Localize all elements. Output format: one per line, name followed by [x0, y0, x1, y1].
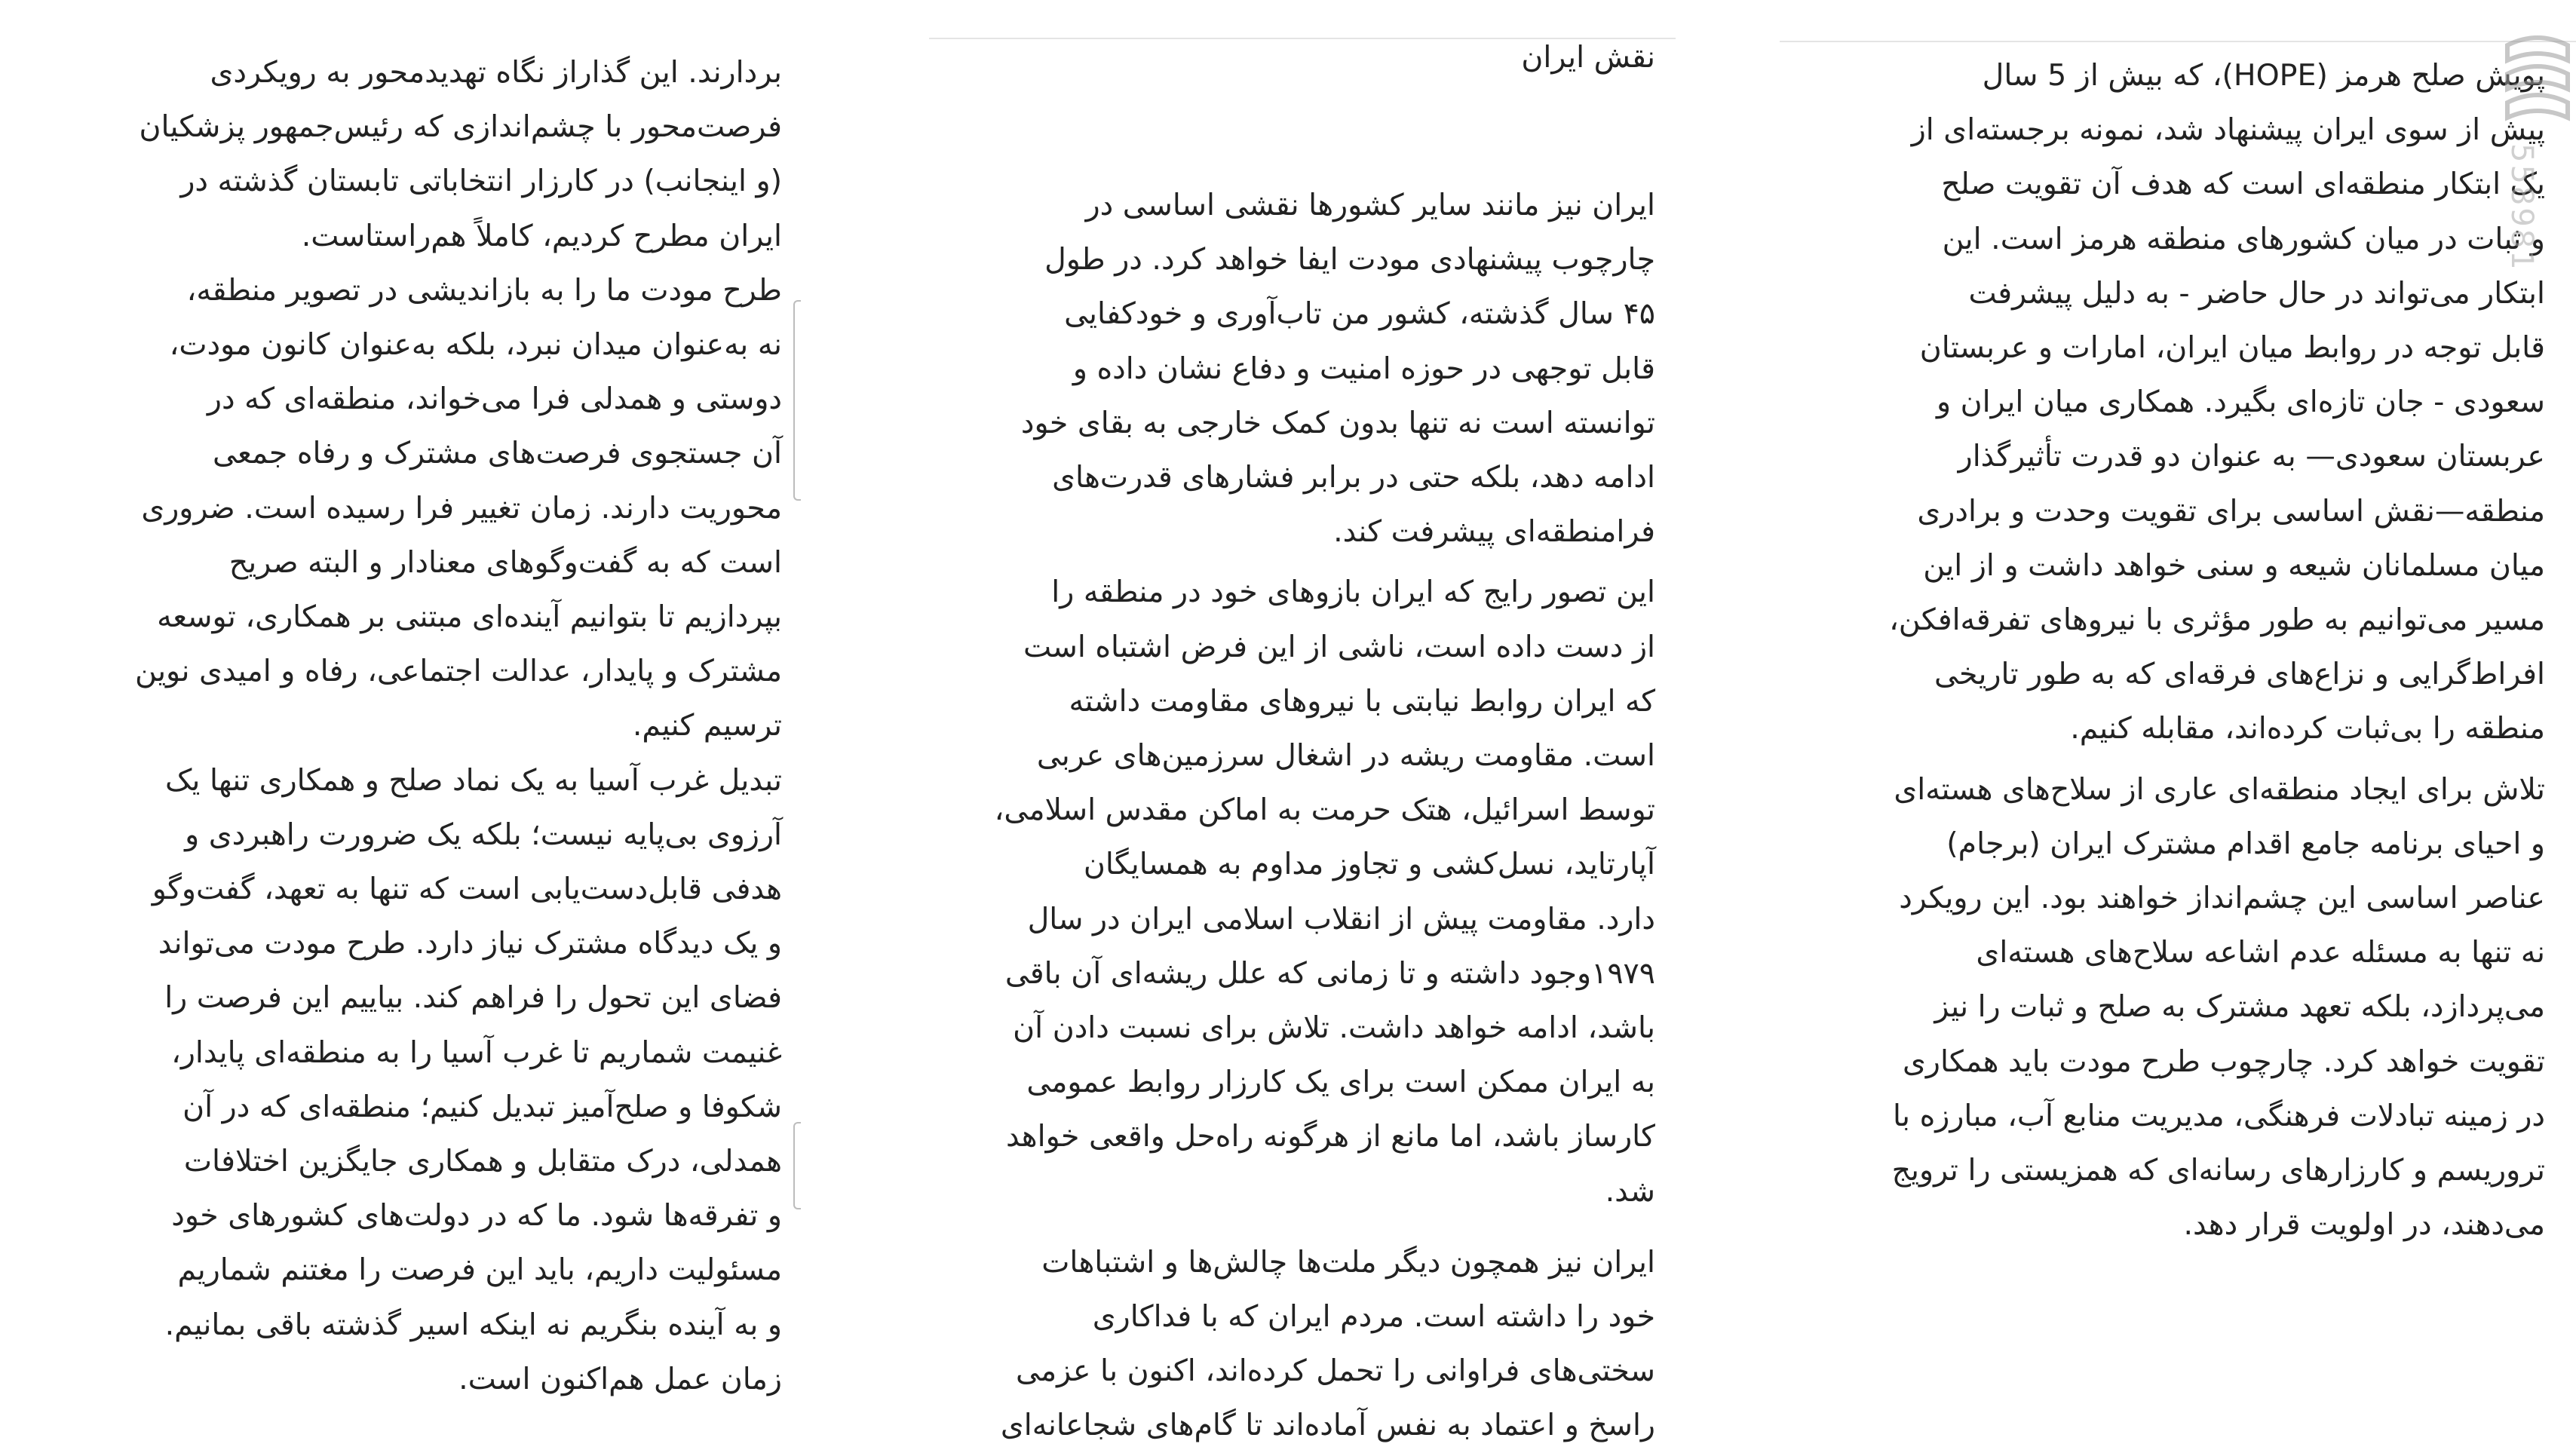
paragraph	[939, 178, 1655, 559]
text-line: می‌پردازد، بلکه تعهد مشترک به صلح و ثبات را نیز	[1934, 989, 2545, 1025]
text-line: ایران مطرح کردیم، کاملاً هم‌راستاست.	[301, 218, 782, 253]
text-line: نه به‌عنوان میدان نبرد، بلکه به‌عنوان کانون مودت،	[169, 327, 782, 363]
text-line: آن جستجوی فرصت‌های مشترک و رفاه جمعی	[213, 436, 782, 471]
text-line: مشترک و پایدار، عدالت اجتماعی، رفاه و امیدی نوین	[135, 654, 782, 689]
text-line: زمان عمل هم‌اکنون است.	[458, 1361, 782, 1396]
text-line: بپردازیم تا بتوانیم آینده‌ای مبتنی بر همکاری، توسعه	[157, 599, 782, 635]
text-line: و احیای برنامه جامع اقدام مشترک ایران (برجام)	[1946, 826, 2545, 861]
text-line: ابتکار می‌تواند در حال حاضر - به دلیل پیشرفت	[1968, 275, 2545, 311]
text-line: (و اینجانب) در کارزار انتخاباتی تابستان گذشته در	[180, 164, 782, 199]
text-line: نه تنها به مسئله عدم اشاعه سلاح‌های هسته‌ای	[1976, 935, 2545, 970]
text-line: ۴۵ سال گذشته، کشور من تاب‌آوری و خودکفایی	[1064, 296, 1655, 332]
text-line: توانسته است نه تنها بدون کمک خارجی به بقای خود	[1020, 405, 1655, 440]
paragraph	[79, 45, 782, 263]
paragraph	[939, 565, 1655, 1218]
watermark	[2500, 30, 2576, 302]
text-line: سختی‌های فراوانی را تحمل کرده‌اند، اکنون با عزمی	[1016, 1353, 1655, 1389]
text-line: و یک دیدگاه مشترک نیاز دارد. طرح مودت می‌تواند	[158, 926, 782, 961]
text-line: توسط اسرائیل، هتک حرمت به اماکن مقدس اسلامی،	[994, 792, 1655, 828]
text-line: فرصت‌محور با چشم‌اندازی که رئیس‌جمهور پزشکیان	[139, 109, 782, 145]
text-line: تقویت خواهد کرد. چارچوب طرح مودت باید همکاری	[1902, 1044, 2545, 1079]
text-line: منطقه—نقش اساسی برای تقویت وحدت و برادری	[1917, 493, 2545, 529]
text-line: در زمینه تبادلات فرهنگی، مدیریت منابع آب، مبارزه با	[1892, 1098, 2545, 1133]
text-line: میان مسلمانان شیعه و سنی خواهد داشت و از این	[1923, 547, 2545, 583]
text-line: و ثبات در میان کشورهای منطقه هرمز است. این	[1942, 221, 2545, 256]
paragraph	[939, 1235, 1655, 1453]
article-column-right	[1791, 0, 2545, 1252]
text-line: غنیمت شماریم تا غرب آسیا را به منطقه‌ای پایدار،	[171, 1035, 782, 1070]
text-line: آپارتاید، نسل‌کشی و تجاوز مداوم به همسایگان	[1083, 847, 1655, 882]
text-line: از دست داده است، ناشی از این فرض اشتباه است	[1023, 629, 1655, 664]
text-line: ایران نیز مانند سایر کشورها نقشی اساسی در	[1085, 188, 1655, 222]
text-line: ادامه دهد، بلکه حتی در برابر فشارهای قدرت‌های	[1052, 460, 1655, 495]
text-line: سعودی - جان تازه‌ای بگیرد. همکاری میان ایران و	[1936, 385, 2545, 420]
text-line: منطقه را بی‌ثبات کرده‌اند، مقابله کنیم.	[2070, 711, 2545, 746]
text-line: می‌دهند، در اولویت قرار دهد.	[2183, 1207, 2545, 1243]
text-line: شد.	[1605, 1173, 1655, 1209]
text-line: پویش صلح هرمز (HOPE)، که بیش از 5 سال	[1982, 58, 2545, 93]
section-heading: نقش ایران	[1521, 40, 1655, 75]
text-line: مسیر می‌توانیم به طور مؤثری با نیروهای تفرقه‌افکن،	[1889, 602, 2545, 638]
text-line: و به آینده بنگریم نه اینکه اسیر گذشته باقی بمانیم.	[164, 1307, 782, 1342]
text-line: فرامنطقه‌ای پیشرفت کند.	[1333, 514, 1655, 550]
text-line: بردارند. این گذاراز نگاه تهدیدمحور به رویکردی	[210, 55, 782, 90]
text-line: یک ابتکار منطقه‌ای است که هدف آن تقویت صلح	[1941, 167, 2545, 202]
text-line: و تفرقه‌ها شود. ما که در دولت‌های کشورهای خود	[171, 1198, 782, 1234]
text-line: باشد، ادامه خواهد داشت. تلاش برای نسبت دادن آن	[1013, 1010, 1655, 1046]
text-line: قابل توجه در روابط میان ایران، امارات و عربستان	[1919, 330, 2545, 366]
watermark-code: 558981	[2504, 143, 2539, 272]
article-column-middle	[939, 0, 1655, 1453]
text-line: ۱۹۷۹وجود داشته و تا زمانی که علل ریشه‌ای آن باقی	[1004, 955, 1655, 991]
text-line: ترسیم کنیم.	[632, 708, 782, 743]
paragraph	[79, 263, 782, 753]
paragraph	[79, 753, 782, 1406]
text-line: دارد. مقاومت پیش از انقلاب اسلامی ایران در سال	[1027, 901, 1655, 936]
text-line: شکوفا و صلح‌آمیز تبدیل کنیم؛ منطقه‌ای که در آن	[182, 1089, 782, 1124]
text-line: هدفی قابل‌دست‌یابی است که تنها به تعهد، گفت‌وگو	[152, 872, 782, 907]
text-line: طرح مودت ما را به بازاندیشی در تصویر منطقه،	[186, 272, 782, 308]
text-line: قابل توجهی در حوزه امنیت و دفاع نشان داده و	[1072, 351, 1655, 386]
text-line: تلاش برای ایجاد منطقه‌ای عاری از سلاح‌های هسته‌ای	[1894, 771, 2545, 807]
text-line: تروریسم و کارزارهای رسانه‌ای که همزیستی را ترویج	[1891, 1153, 2545, 1188]
text-line: همدلی، درک متقابل و همکاری جایگزین اختلافات	[183, 1144, 782, 1179]
text-line: این تصور رایج که ایران بازوهای خود در منطقه را	[1051, 575, 1655, 610]
text-line: پیش از سوی ایران پیشنهاد شد، نمونه برجسته‌ای از	[1911, 112, 2545, 148]
selection-bracket	[793, 300, 801, 501]
text-line: کارساز باشد، اما مانع از هرگونه راه‌حل واقعی خواهد	[1006, 1119, 1655, 1154]
text-line: آرزوی بی‌پایه نیست؛ بلکه یک ضرورت راهبردی و	[185, 817, 782, 852]
brand-logo-icon	[2500, 30, 2576, 128]
text-line: به ایران ممکن است برای یک کارزار روابط عمومی	[1026, 1065, 1655, 1100]
selection-bracket	[793, 1122, 801, 1209]
text-line: خود را داشته است. مردم ایران که با فداکاری	[1092, 1299, 1655, 1335]
text-line: تبدیل غرب آسیا به یک نماد صلح و همکاری تنها یک	[165, 762, 782, 798]
text-line: محوریت دارند. زمان تغییر فرا رسیده است. ضروری	[141, 490, 782, 526]
text-line: عربستان سعودی— به عنوان دو قدرت تأثیرگذار	[1958, 439, 2545, 474]
paragraph	[1791, 762, 2545, 1252]
paragraph	[1791, 48, 2545, 756]
text-line: افراط‌گرایی و نزاع‌های فرقه‌ای که به طور تاریخی	[1934, 657, 2545, 692]
text-line: است که به گفت‌وگوهای معنادار و البته صریح	[228, 544, 782, 580]
text-line: فضای این تحول را فراهم کند. بیاییم این فرصت را	[164, 980, 782, 1016]
text-line: است. مقاومت ریشه در اشغال سرزمین‌های عربی	[1036, 738, 1655, 774]
text-line: دوستی و همدلی فرا می‌خواند، منطقه‌ای که در	[207, 382, 782, 417]
article-column-left	[79, 0, 782, 1406]
text-line: ایران نیز همچون دیگر ملت‌ها چالش‌ها و اشتباهات	[1041, 1244, 1655, 1280]
text-line: راسخ و اعتماد به نفس آماده‌اند تا گام‌های شجاعانه‌ای	[1000, 1408, 1655, 1443]
text-line: چارچوب پیشنهادی مودت ایفا خواهد کرد. در طول	[1044, 242, 1655, 277]
text-line: که ایران روابط نیابتی با نیروهای مقاومت داشته	[1069, 683, 1655, 719]
text-line: مسئولیت داریم، باید این فرصت را مغتنم شماریم	[177, 1252, 782, 1288]
text-line: عناصر اساسی این چشم‌انداز خواهند بود. این رویکرد	[1899, 881, 2545, 916]
